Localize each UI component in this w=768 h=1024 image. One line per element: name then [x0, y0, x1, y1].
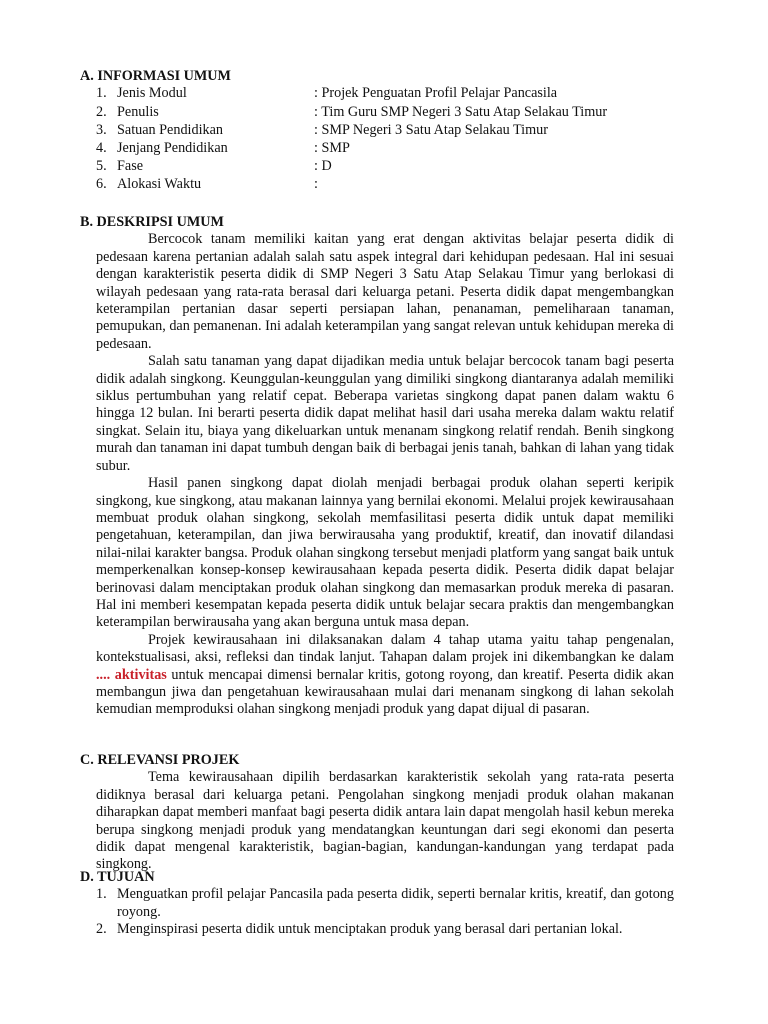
paragraph-text: untuk mencapai dimensi bernalar kritis, gotong royong, dan kreatif. Peserta didik akan membangun jiwa dan pengetahuan kewirausahaan mulai dari menanam singkong di lahan sekolah kemudian memproduksi olahan singkong menjadi produk yang dapat dijual di pasaran.: [96, 666, 674, 718]
info-label: Penulis: [117, 103, 159, 120]
section-title-a: A. INFORMASI UMUM: [80, 68, 231, 84]
info-row: [80, 122, 607, 140]
info-value: : Projek Penguatan Profil Pelajar Pancasila: [314, 85, 558, 102]
paragraph: [96, 632, 674, 719]
info-number: 4.: [96, 139, 107, 156]
section-deskripsi-umum: [80, 214, 674, 719]
info-value: : SMP: [314, 139, 350, 156]
info-value: : Tim Guru SMP Negeri 3 Satu Atap Selakau Timur: [314, 103, 608, 120]
section-title-b: B. DESKRIPSI UMUM: [80, 214, 224, 230]
paragraph: Bercocok tanam memiliki kaitan yang erat dengan aktivitas belajar peserta didik di pedesaan karena pertanian adalah salah satu aspek integral dari kehidupan pedesaan. Hal ini sesuai dengan karakteristik peserta didik di SMP Negeri 3 Satu Atap Selakau Timur yang berlokasi di wilayah pedesaan yang rata-rata berasal dari keluarga petani. Peserta didik dapat mengembangkan keterampilan pertanian dasar seperti persiapan lahan, penanaman, pemeliharaan tanaman, pemupukan, dan pemanenan. Ini adalah keterampilan yang sangat relevan untuk kehidupan mereka di pedesaan.: [96, 231, 674, 352]
paragraph-text: Projek kewirausahaan ini dilaksanakan dalam 4 tahap utama yaitu tahap pengenalan, kontekstualisasi, aksi, refleksi dan tindak lanjut. Tahapan dalam projek ini dikembangkan ke dalam: [96, 631, 674, 666]
list-text: Menginspirasi peserta didik untuk menciptakan produk yang berasal dari pertanian lokal.: [117, 921, 623, 938]
info-row: [80, 140, 607, 158]
section-relevansi-projek: [80, 752, 674, 874]
info-value: : D: [314, 158, 332, 175]
section-informasi-umum: [80, 68, 607, 195]
section-tujuan: [80, 869, 674, 939]
info-row: [80, 176, 607, 194]
info-number: 5.: [96, 158, 107, 175]
info-row: [80, 104, 607, 122]
paragraph: Tema kewirausahaan dipilih berdasarkan karakteristik sekolah yang rata-rata peserta didiknya berasal dari keluarga petani. Pengolahan singkong menjadi produk olahan makanan diharapkan dapat memberi manfaat bagi peserta didik antara lain dapat mengolah hasil kebun mereka berupa singkong menjadi produk yang mendatangkan keuntungan dari segi ekonomi dan peserta didik dapat mengenal karakteristik, bagian-bagian, kandungan-kandungan yang terdapat pada singkong.: [96, 769, 674, 873]
highlighted-placeholder: .... aktivitas: [96, 666, 167, 683]
info-value: :: [314, 176, 318, 193]
info-row: [80, 158, 607, 176]
paragraph: Hasil panen singkong dapat diolah menjadi berbagai produk olahan seperti keripik singkong, kue singkong, atau makanan lainnya yang bernilai ekonomi. Melalui projek kewirausahaan membuat produk olahan singkong, sekolah memfasilitasi peserta didik untuk dapat memiliki pengetahuan, keterampilan, dan jiwa berwirausaha yang produktif, kreatif, dan inovatif dilandasi nilai-nilai karakter bangsa. Produk olahan singkong tersebut menjadi platform yang sangat baik untuk memperkenalkan konsep-konsep kewirausahaan kepada peserta didik. Peserta didik dapat belajar berinovasi dalam menciptakan produk olahan singkong dan memasarkan produk mereka di pasaran. Hal ini memberi kesempatan kepada peserta didik untuk belajar secara praktis dan mengembangkan keterampilan berwirausaha yang akan berguna untuk masa depan.: [96, 475, 674, 631]
list-text: Menguatkan profil pelajar Pancasila pada peserta didik, seperti bernalar kritis, kreatif, dan gotong royong.: [117, 886, 674, 920]
info-label: Alokasi Waktu: [117, 176, 202, 193]
info-value: : SMP Negeri 3 Satu Atap Selakau Timur: [314, 121, 548, 138]
section-title-d: D. TUJUAN: [80, 869, 155, 885]
info-label: Satuan Pendidikan: [117, 121, 223, 138]
list-item: [96, 921, 674, 938]
info-label: Fase: [117, 158, 144, 175]
list-item: [96, 886, 674, 921]
info-row: [80, 85, 607, 103]
info-number: 1.: [96, 85, 107, 102]
info-number: 2.: [96, 103, 107, 120]
list-number: 2.: [96, 921, 107, 938]
info-label: Jenis Modul: [117, 85, 187, 102]
list-number: 1.: [96, 886, 107, 903]
info-label: Jenjang Pendidikan: [117, 139, 228, 156]
info-number: 6.: [96, 176, 107, 193]
paragraph: Salah satu tanaman yang dapat dijadikan media untuk belajar bercocok tanam bagi peserta didik adalah singkong. Keunggulan-keunggulan yang dimiliki singkong diantaranya adalah memiliki siklus pertumbuhan yang relatif cepat. Beberapa varietas singkong dapat panen dalam waktu 6 hingga 12 bulan. Ini berarti peserta didik dapat melihat hasil dari usaha mereka dalam waktu relatif singkat. Selain itu, biaya yang dikeluarkan untuk menanam singkong relatif rendah. Benih singkong murah dan tanaman ini dapat tumbuh dengan baik di berbagai jenis tanah, bahkan di lahan yang tidak subur.: [96, 353, 674, 474]
section-title-c: C. RELEVANSI PROJEK: [80, 752, 240, 768]
info-table: [80, 85, 607, 194]
info-number: 3.: [96, 121, 107, 138]
